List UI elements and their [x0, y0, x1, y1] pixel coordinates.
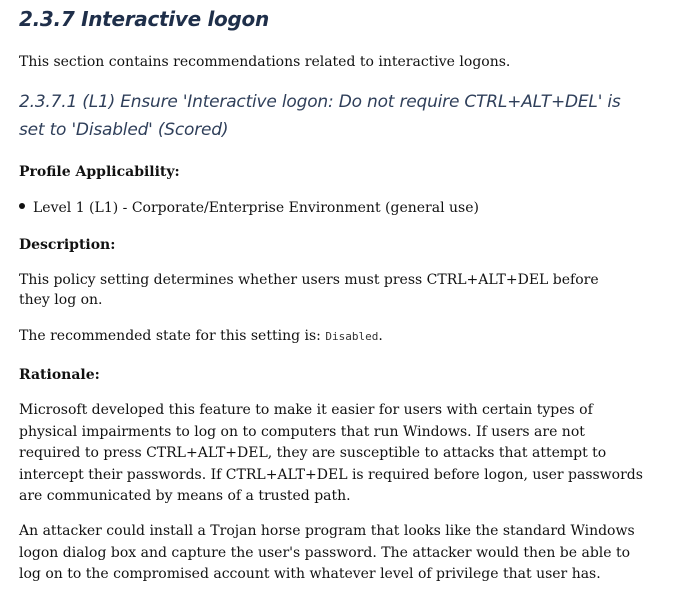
profile-applicability-label: Profile Applicability: — [19, 164, 180, 180]
profile-list-item — [19, 198, 479, 218]
bullet-icon — [19, 203, 25, 209]
profile-item-text: Level 1 (L1) - Corporate/Enterprise Environment (general use) — [33, 200, 479, 216]
rationale-label: Rationale: — [19, 367, 100, 383]
recommendation-title: 2.3.7.1 (L1) Ensure 'Interactive logon: Do not require CTRL+ALT+DEL' is set to 'Disabled' (Scored) — [19, 92, 621, 140]
recommended-state-value: Disabled — [325, 330, 379, 343]
description-label: Description: — [19, 237, 116, 253]
description-text: This policy setting determines whether users must press CTRL+ALT+DEL before they log on. — [19, 272, 599, 308]
recommended-state — [19, 326, 647, 347]
section-heading: 2.3.7 Interactive logon — [19, 7, 269, 31]
rationale-paragraph-2: An attacker could install a Trojan horse program that looks like the standard Windows logon dialog box and capture the user's password. The attacker would then be able to log on to the compromised account with whatever level of privilege that user has. — [19, 523, 635, 582]
section-intro: This section contains recommendations related to interactive logons. — [19, 54, 511, 70]
recommended-state-suffix: . — [378, 328, 383, 344]
recommended-state-prefix: The recommended state for this setting is: — [19, 328, 326, 344]
rationale-paragraph-1: Microsoft developed this feature to make it easier for users with certain types of physical impairments to log on to computers that run Windows. If users are not required to press CTRL+ALT+DEL, they are susceptible to attacks that attempt to intercept their passwords. If CTRL+ALT+DEL is required before logon, user passwords are communicated by means of a trusted path. — [19, 402, 643, 504]
